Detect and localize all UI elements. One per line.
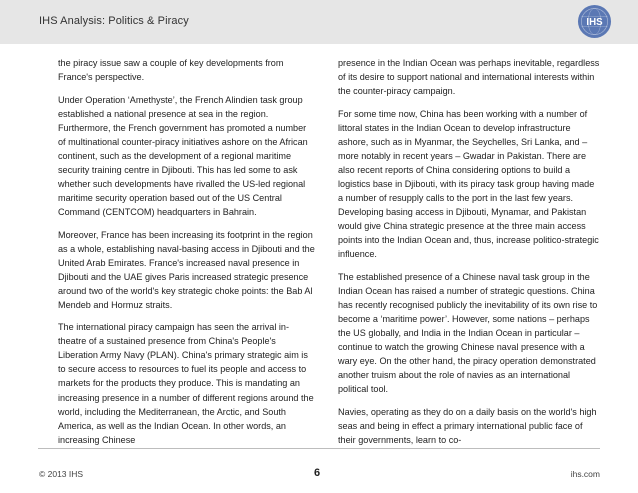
left-column [58, 56, 316, 455]
paragraph: presence in the Indian Ocean was perhaps inevitable, regardless of its desire to support national and international interests within the counter-piracy campaign. [338, 58, 600, 97]
header-title: IHS Analysis: Politics & Piracy [39, 15, 189, 27]
page-number: 6 [314, 467, 321, 479]
copyright-text: © 2013 IHS [39, 469, 84, 479]
paragraph: Moreover, France has been increasing its footprint in the region as a whole, establishing naval-basing access in Djibouti and the United Arab Emirates. France's increased naval presence in Djibouti and the UAE gives Paris increased strategic presence around two of the world's key strategic choke points: the Bab Al Mendeb and Hormuz straits. [58, 229, 315, 310]
paragraph: Navies, operating as they do on a daily basis on the world's high seas and being in effect a primary international public face of their governments, learn to co- [338, 406, 597, 445]
page-footer [0, 448, 638, 493]
right-column [338, 56, 600, 455]
website-link[interactable]: ihs.com [570, 469, 600, 479]
page-header [0, 0, 638, 44]
paragraph: the piracy issue saw a couple of key developments from France's perspective. [58, 58, 284, 83]
logo-text: IHS [586, 16, 603, 28]
ihs-logo-icon [577, 4, 612, 39]
paragraph: The international piracy campaign has seen the arrival in-theatre of a sustained presence from China's People's Liberation Army Navy (PLAN). China's primary strategic aim is to secure access to resources to fuel its people and access to markets for the products they produce. This is mandating an increasing presence in a number of different regions around the world, including the Mediterranean, the Arctic, and South America, as well as the Indian Ocean. In other words, an increasing Chinese [58, 322, 314, 445]
paragraph: Under Operation ‘Amethyste’, the French Alindien task group established a national presence at sea in the region. Furthermore, the French government has promoted a number of multinational counter-piracy initiatives ashore on the African continent, such as the development of a regional maritime security training centre in Djibouti. This has led some to ask whether such developments have rivalled the US-led regional maritime security operation based out of the US Central Command (CENTCOM) headquarters in Bahrain. [58, 94, 308, 217]
paragraph: The established presence of a Chinese naval task group in the Indian Ocean has raised a number of strategic questions. China has recently recognised publicly the inevitability of its own rise to become a ‘maritime power’. However, some nations – perhaps the US globally, and India in the Indian Ocean in particular – continue to watch the growing Chinese naval presence with a wary eye. On the other hand, the piracy operation demonstrated another truism about the role of navies as an international political tool. [338, 271, 598, 395]
paragraph: For some time now, China has been working with a number of littoral states in the Indian Ocean to develop infrastructure ashore, such as in Myanmar, the Seychelles, Sri Lanka, and – more notably in recent years – Gwadar in Pakistan. There are also recent reports of China considering options to build a logistics base in Djibouti, with its piracy task group having made a number of resupply calls to the port in the last few years. Developing basing access in Djibouti, Mynamar, and Pakistan would give China strategic presence at the three main access points into the Indian Ocean and, thus, increase politico-strategic influence. [338, 108, 599, 260]
footer-divider [38, 448, 600, 449]
